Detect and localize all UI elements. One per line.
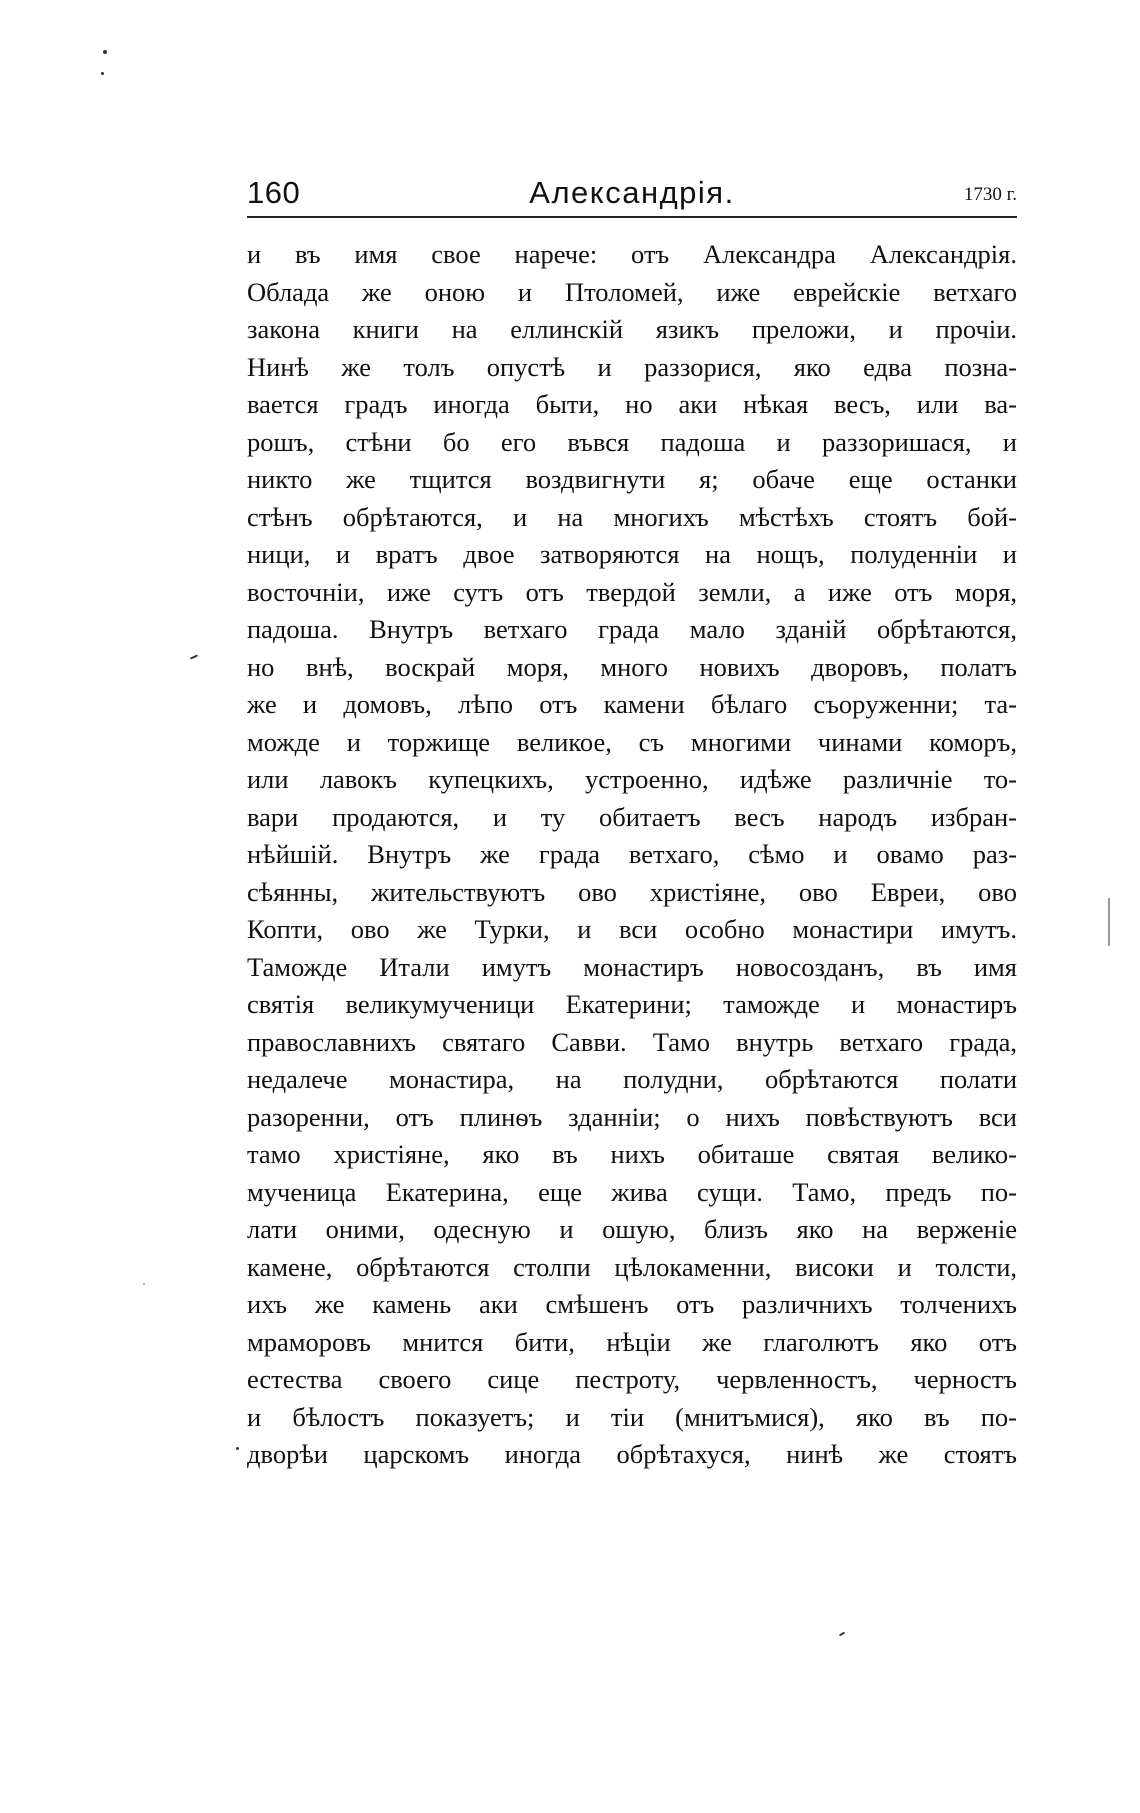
text-line: лати оними, одесную и ошую, близъ яко на верженіе	[247, 1214, 1017, 1244]
text-line: же и домовъ, лѣпо отъ камени бѣлаго съорyженни; та-	[247, 689, 1017, 719]
scan-speck	[190, 654, 198, 659]
text-line: дворѣи царскомъ иногда обрѣтахуся, нинѣ же стоятъ	[247, 1439, 1017, 1469]
text-line: камене, обрѣтаются столпи цѣлокаменни, високи и толсти,	[247, 1251, 1017, 1282]
text-line: и бѣлостъ показуетъ; и тіи (мнитъмися), яко въ по-	[247, 1401, 1017, 1432]
text-line: православнихъ святаго Савви. Тамо внутрь ветхаго града,	[247, 1026, 1017, 1057]
header-rule	[247, 216, 1017, 218]
text-line: Нинѣ же толъ опустѣ и раззорися, яко едва позна-	[247, 351, 1017, 382]
text-line: Таможде Итали имутъ монастиръ новосозданъ, въ имя	[247, 951, 1017, 982]
text-line: тамо христіяне, яко въ нихъ обиташе святая велико-	[247, 1139, 1017, 1169]
header-year: 1730 г.	[963, 184, 1017, 205]
text-line: сѣянны, жительствуютъ ово христіяне, ово Евреи, ово	[247, 876, 1017, 907]
text-line: Облада же оною и Птоломей, иже еврейскіе ветхаго	[247, 276, 1017, 307]
text-line: падоша. Внутръ ветхаго града мало зданій обрѣтаются,	[247, 614, 1017, 644]
text-line: ихъ же камень аки смѣшенъ отъ различнихъ толченихъ	[247, 1289, 1017, 1319]
running-head-title: Александрія.	[529, 175, 735, 210]
text-line: нѣйшій. Внутръ же града ветхаго, сѣмо и овамо раз-	[247, 839, 1017, 869]
page-number: 160	[247, 175, 301, 210]
text-line: мраморовъ мнится бити, нѣціи же глаголютъ яко отъ	[247, 1326, 1017, 1357]
text-line: закона книги на еллинскій язикъ преложи, и прочіи.	[247, 314, 1017, 344]
scan-speck	[236, 1447, 239, 1450]
text-line: святія великумученици Екатерини; таможде и монастиръ	[247, 989, 1017, 1019]
text-line: вается градъ иногда быти, но аки нѣкая весъ, или ва-	[247, 389, 1017, 419]
text-line: но внѣ, воскрай моря, много новихъ дворовъ, полатъ	[247, 651, 1017, 682]
text-line: восточніи, иже сутъ отъ твердой земли, а иже отъ моря,	[247, 576, 1017, 607]
text-line: Копти, ово же Турки, и вси особно монастири имутъ.	[247, 914, 1017, 944]
scan-edge-mark	[1108, 898, 1110, 946]
text-line: разоренни, отъ плинѳъ зданніи; о нихъ повѣствуютъ вси	[247, 1101, 1017, 1132]
text-line: естества своего сице пестроту, червленностъ, черностъ	[247, 1364, 1017, 1394]
scan-speck	[143, 1283, 145, 1285]
scan-speck	[103, 50, 107, 54]
text-line: вари продаются, и ту обитаетъ весъ народъ избран-	[247, 801, 1017, 832]
text-line: никто же тщится воздвигнути я; обаче еще останки	[247, 464, 1017, 494]
text-line: или лавокъ купецкихъ, устроенно, идѣже различніе то-	[247, 764, 1017, 794]
page-header	[247, 175, 1017, 215]
text-line: мученица Екатерина, еще жива сущи. Тамо, предъ по-	[247, 1176, 1017, 1207]
scan-speck	[101, 72, 104, 75]
text-line: ници, и вратъ двое затворяются на нощъ, полуденніи и	[247, 539, 1017, 569]
text-line: недалече монастира, на полудни, обрѣтаются полати	[247, 1064, 1017, 1094]
body-text	[247, 236, 1017, 1474]
text-line: рошъ, стѣни бо его въвся падоша и раззоришася, и	[247, 426, 1017, 457]
text-line: и въ имя свое нарече: отъ Александра Александрія.	[247, 239, 1017, 269]
scan-speck	[839, 1632, 845, 1637]
text-line: стѣнъ обрѣтаются, и на многихъ мѣстѣхъ стоятъ бой-	[247, 501, 1017, 532]
text-line: можде и торжище великое, съ многими чинами коморъ,	[247, 726, 1017, 757]
